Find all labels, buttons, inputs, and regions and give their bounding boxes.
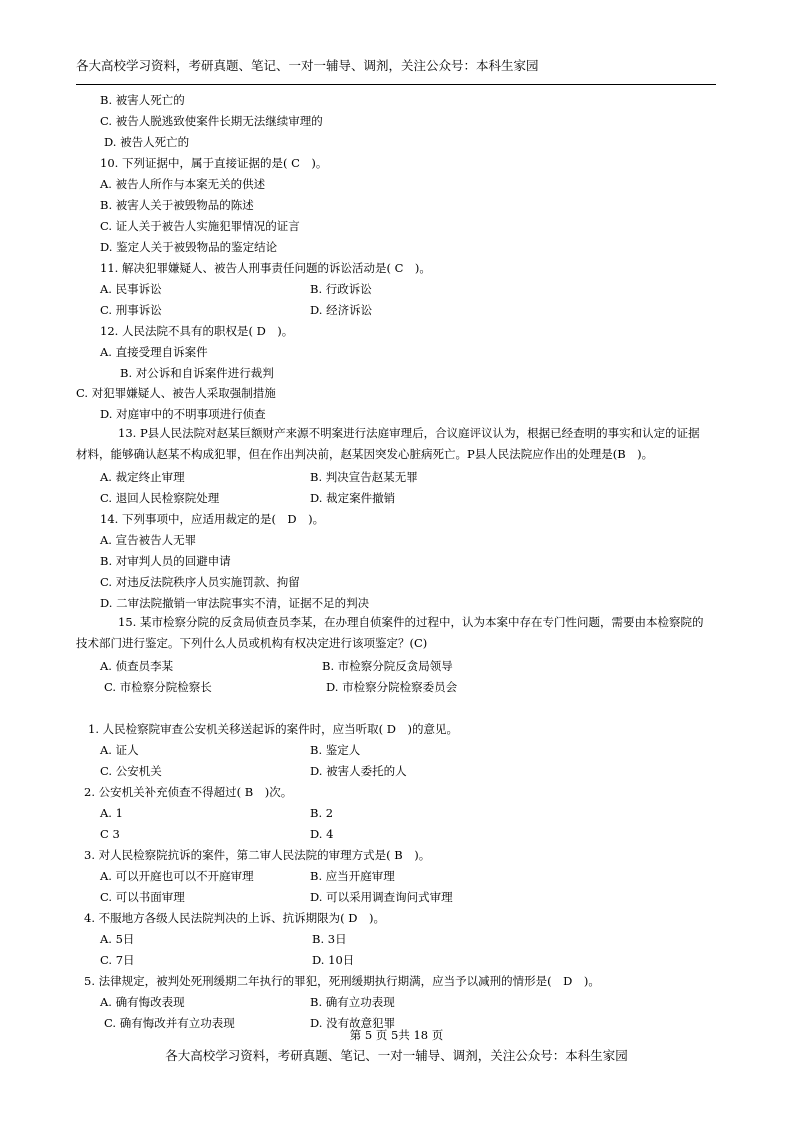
question-line: 14. 下列事项中，应适用裁定的是( D )。 [100, 512, 325, 526]
page-header: 各大高校学习资料，考研真题、笔记、一对一辅导、调剂，关注公众号：本科生家园 [76, 58, 539, 73]
option-line: C. 被告人脱逃致使案件长期无法继续审理的 [100, 114, 323, 128]
option-line: B. 应当开庭审理 [310, 869, 395, 883]
question-line: 3. 对人民检察院抗诉的案件，第二审人民法院的审理方式是( B )。 [84, 848, 431, 862]
option-line: C. 7日 [100, 953, 135, 967]
question-line: 2. 公安机关补充侦查不得超过( B )次。 [84, 785, 293, 799]
option-line: A. 5日 [100, 932, 135, 946]
option-line: C. 可以书面审理 [100, 890, 185, 904]
option-line: B. 对审判人员的回避申请 [100, 554, 231, 568]
option-line: D. 对庭审中的不明事项进行侦查 [100, 407, 266, 421]
option-line: D. 二审法院撤销一审法院事实不清，证据不足的判决 [100, 596, 370, 610]
option-line: A. 1 [100, 806, 123, 820]
option-line: B. 3日 [312, 932, 347, 946]
option-line: D. 4 [310, 827, 334, 841]
option-line: A. 侦查员李某 [100, 659, 174, 673]
option-line: C 3 [100, 827, 120, 841]
question-paragraph: 15. 某市检察分院的反贪局侦查员李某，在办理自侦案件的过程中，认为本案中存在专门性问题，需要由本检察院的技术部门进行鉴定。下列什么人员或机构有权决定进行该项鉴定？(C) [76, 615, 704, 650]
option-line: D. 经济诉讼 [310, 303, 373, 317]
option-line: D. 可以采用调查询问式审理 [310, 890, 453, 904]
option-line: A. 确有悔改表现 [100, 995, 185, 1009]
option-line: B. 市检察分院反贪局领导 [322, 659, 453, 673]
option-line: D. 被害人委托的人 [310, 764, 407, 778]
option-line: A. 可以开庭也可以不开庭审理 [100, 869, 254, 883]
question-line: 11. 解决犯罪嫌疑人、被告人刑事责任问题的诉讼活动是( C )。 [100, 261, 431, 275]
option-line: B. 对公诉和自诉案件进行裁判 [120, 366, 274, 380]
option-line: B. 被害人关于被毁物品的陈述 [100, 198, 254, 212]
option-line: A. 民事诉讼 [100, 282, 162, 296]
option-line: A. 直接受理自诉案件 [100, 345, 208, 359]
option-line: B. 行政诉讼 [310, 282, 372, 296]
option-line: A. 宣告被告人无罪 [100, 533, 197, 547]
question-line: 12. 人民法院不具有的职权是( D )。 [100, 324, 294, 338]
question-line: 4. 不服地方各级人民法院判决的上诉、抗诉期限为( D )。 [84, 911, 385, 925]
option-line: B. 确有立功表现 [310, 995, 395, 1009]
option-line: B. 鉴定人 [310, 743, 361, 757]
option-line: C. 公安机关 [100, 764, 162, 778]
option-line: C. 证人关于被告人实施犯罪情况的证言 [100, 219, 300, 233]
option-line: D. 市检察分院检察委员会 [326, 680, 458, 694]
option-line: C. 对违反法院秩序人员实施罚款、拘留 [100, 575, 300, 589]
option-line: C. 刑事诉讼 [100, 303, 162, 317]
option-line: B. 判决宣告赵某无罪 [310, 470, 418, 484]
question-line: 10. 下列证据中，属于直接证据的是( C )。 [100, 156, 328, 170]
page-number: 第 5 页 5共 18 页 [349, 1028, 444, 1042]
option-line: D. 被告人死亡的 [104, 135, 190, 149]
option-line: B. 2 [310, 806, 334, 820]
option-line: D. 裁定案件撤销 [310, 491, 396, 505]
option-line: C. 退回人民检察院处理 [100, 491, 220, 505]
question-line: 1. 人民检察院审查公安机关移送起诉的案件时，应当听取( D )的意见。 [88, 722, 458, 736]
question-paragraph: 13. P县人民法院对赵某巨额财产来源不明案进行法庭审理后，合议庭评议认为，根据已经查明的事实和认定的证据材料，能够确认赵某不构成犯罪，但在作出判决前，赵某因突发心脏病死亡。P县人民法院应作出的处理是(B )。 [76, 426, 700, 461]
header-rule [76, 84, 716, 85]
option-line: D. 10日 [312, 953, 355, 967]
page-footer: 各大高校学习资料，考研真题、笔记、一对一辅导、调剂，关注公众号：本科生家园 [165, 1048, 628, 1063]
option-line: C. 对犯罪嫌疑人、被告人采取强制措施 [76, 386, 276, 400]
option-line: B. 被害人死亡的 [100, 93, 185, 107]
option-line: C. 确有悔改并有立功表现 [104, 1016, 235, 1030]
option-line: A. 证人 [100, 743, 139, 757]
option-line: D. 鉴定人关于被毁物品的鉴定结论 [100, 240, 278, 254]
option-line: C. 市检察分院检察长 [104, 680, 212, 694]
question-line: 5. 法律规定，被判处死刑缓期二年执行的罪犯，死刑缓期执行期满，应当予以减刑的情形是( D )。 [84, 974, 600, 988]
option-line: D. 没有故意犯罪 [310, 1016, 396, 1030]
option-line: A. 裁定终止审理 [100, 470, 185, 484]
option-line: A. 被告人所作与本案无关的供述 [100, 177, 266, 191]
